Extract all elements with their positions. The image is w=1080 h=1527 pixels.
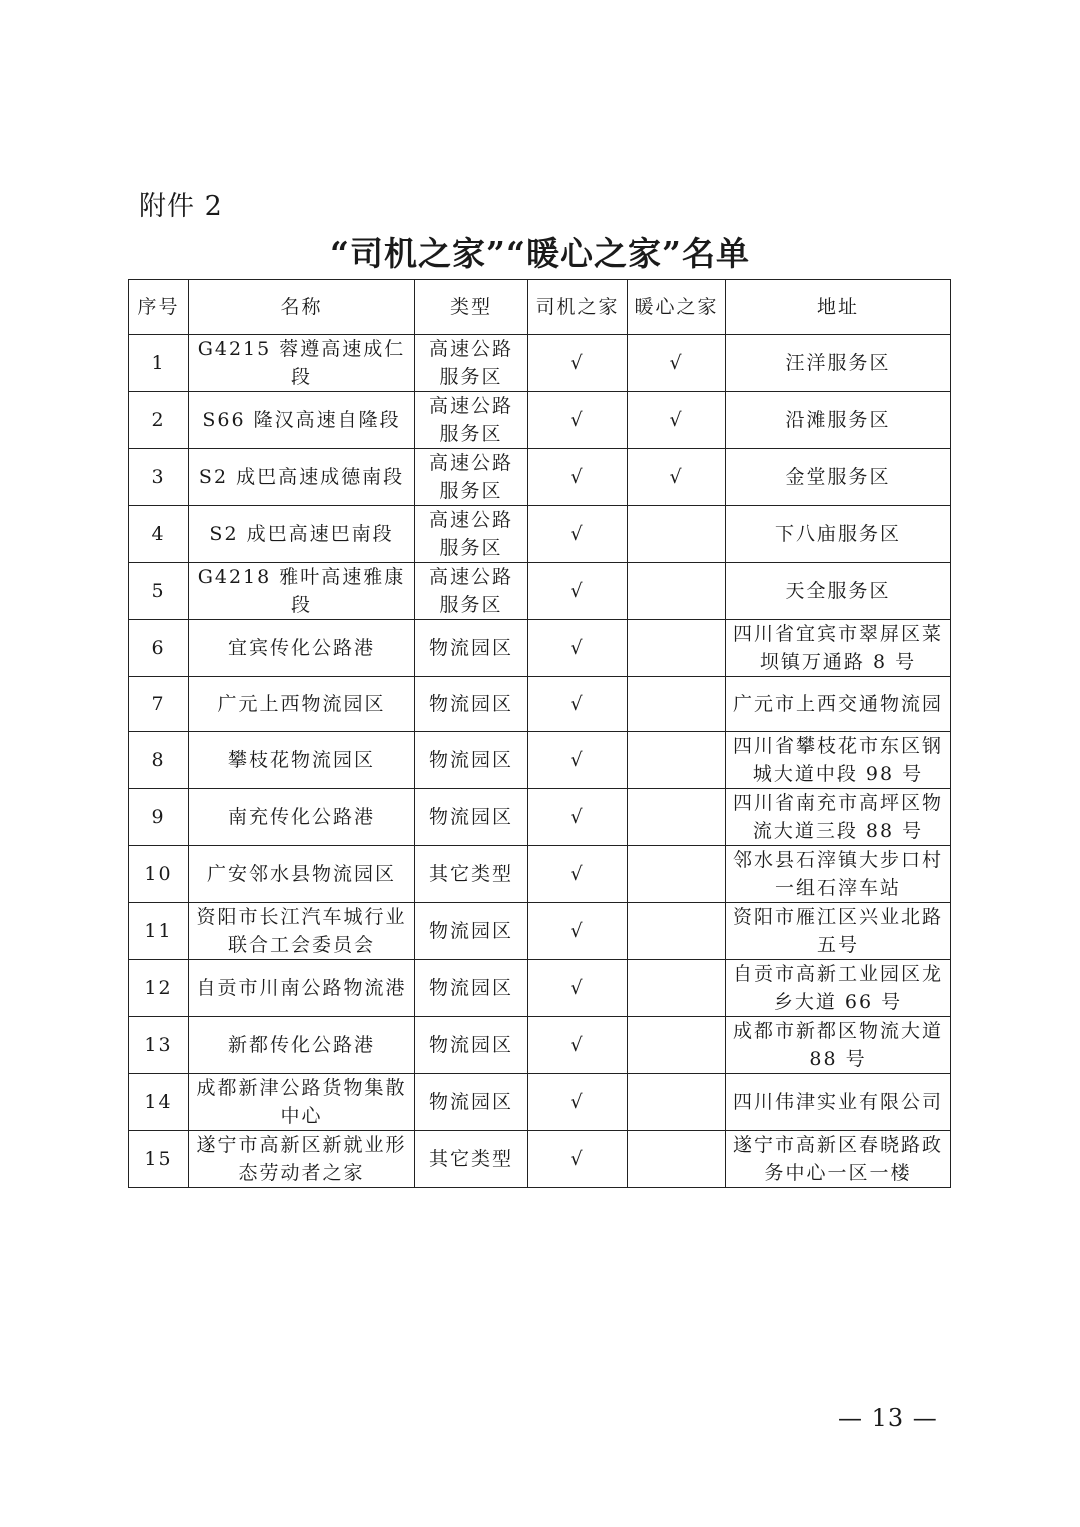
cell-type: 高速公路服务区 (415, 506, 528, 563)
cell-index: 13 (129, 1017, 189, 1074)
attachment-label: 附件 2 (139, 191, 223, 222)
cell-address: 汪洋服务区 (726, 335, 951, 392)
header-address: 地址 (726, 280, 951, 335)
cell-name: 攀枝花物流园区 (189, 732, 415, 789)
cell-index: 14 (129, 1074, 189, 1131)
cell-index: 1 (129, 335, 189, 392)
table-row (129, 732, 951, 789)
cell-name: 自贡市川南公路物流港 (189, 960, 415, 1017)
cell-driver-home: √ (528, 960, 628, 1017)
cell-warm-home (628, 732, 726, 789)
cell-name: 遂宁市高新区新就业形态劳动者之家 (189, 1131, 415, 1188)
cell-warm-home (628, 506, 726, 563)
cell-type: 高速公路服务区 (415, 392, 528, 449)
cell-index: 3 (129, 449, 189, 506)
cell-name: 成都新津公路货物集散中心 (189, 1074, 415, 1131)
cell-driver-home: √ (528, 392, 628, 449)
cell-warm-home (628, 563, 726, 620)
table-row (129, 677, 951, 732)
cell-warm-home: √ (628, 392, 726, 449)
table-row (129, 903, 951, 960)
cell-driver-home: √ (528, 1131, 628, 1188)
table-row (129, 1074, 951, 1131)
cell-type: 其它类型 (415, 846, 528, 903)
roster-table (128, 279, 951, 1188)
cell-type: 高速公路服务区 (415, 449, 528, 506)
cell-index: 12 (129, 960, 189, 1017)
cell-index: 15 (129, 1131, 189, 1188)
cell-address: 广元市上西交通物流园 (726, 677, 951, 732)
cell-name: G4215 蓉遵高速成仁段 (189, 335, 415, 392)
cell-driver-home: √ (528, 903, 628, 960)
cell-index: 4 (129, 506, 189, 563)
cell-name: 资阳市长江汽车城行业联合工会委员会 (189, 903, 415, 960)
cell-address: 邻水县石滓镇大步口村一组石滓车站 (726, 846, 951, 903)
cell-address: 成都市新都区物流大道 88 号 (726, 1017, 951, 1074)
cell-name: S2 成巴高速成德南段 (189, 449, 415, 506)
cell-type: 其它类型 (415, 1131, 528, 1188)
cell-index: 8 (129, 732, 189, 789)
cell-type: 高速公路服务区 (415, 563, 528, 620)
cell-warm-home (628, 1074, 726, 1131)
cell-driver-home: √ (528, 677, 628, 732)
cell-warm-home (628, 1017, 726, 1074)
cell-index: 5 (129, 563, 189, 620)
cell-address: 下八庙服务区 (726, 506, 951, 563)
cell-name: 南充传化公路港 (189, 789, 415, 846)
cell-name: 广安邻水县物流园区 (189, 846, 415, 903)
cell-type: 高速公路服务区 (415, 335, 528, 392)
header-driver-home: 司机之家 (528, 280, 628, 335)
cell-warm-home (628, 677, 726, 732)
page-number: — 13 — (838, 1404, 938, 1432)
cell-warm-home (628, 1131, 726, 1188)
cell-address: 四川省宜宾市翠屏区菜坝镇万通路 8 号 (726, 620, 951, 677)
cell-type: 物流园区 (415, 1017, 528, 1074)
cell-warm-home: √ (628, 449, 726, 506)
table-row (129, 335, 951, 392)
cell-address: 四川省南充市高坪区物流大道三段 88 号 (726, 789, 951, 846)
cell-name: S2 成巴高速巴南段 (189, 506, 415, 563)
cell-driver-home: √ (528, 563, 628, 620)
cell-index: 2 (129, 392, 189, 449)
table-row (129, 846, 951, 903)
cell-index: 10 (129, 846, 189, 903)
table-row (129, 1131, 951, 1188)
cell-index: 6 (129, 620, 189, 677)
cell-driver-home: √ (528, 506, 628, 563)
cell-type: 物流园区 (415, 1074, 528, 1131)
cell-address: 四川伟津实业有限公司 (726, 1074, 951, 1131)
header-type: 类型 (415, 280, 528, 335)
cell-warm-home: √ (628, 335, 726, 392)
cell-warm-home (628, 903, 726, 960)
cell-type: 物流园区 (415, 960, 528, 1017)
header-index: 序号 (129, 280, 189, 335)
cell-name: S66 隆汉高速自隆段 (189, 392, 415, 449)
cell-name: 新都传化公路港 (189, 1017, 415, 1074)
cell-address: 资阳市雁江区兴业北路五号 (726, 903, 951, 960)
cell-address: 沿滩服务区 (726, 392, 951, 449)
document-title: “司机之家”“暖心之家”名单 (330, 234, 750, 273)
table-row (129, 449, 951, 506)
cell-type: 物流园区 (415, 620, 528, 677)
cell-warm-home (628, 846, 726, 903)
cell-driver-home: √ (528, 449, 628, 506)
table-row (129, 620, 951, 677)
table-row (129, 506, 951, 563)
cell-type: 物流园区 (415, 903, 528, 960)
cell-address: 遂宁市高新区春晓路政务中心一区一楼 (726, 1131, 951, 1188)
cell-type: 物流园区 (415, 732, 528, 789)
header-name: 名称 (189, 280, 415, 335)
cell-type: 物流园区 (415, 789, 528, 846)
table-row (129, 392, 951, 449)
cell-address: 金堂服务区 (726, 449, 951, 506)
cell-name: G4218 雅叶高速雅康段 (189, 563, 415, 620)
cell-driver-home: √ (528, 1074, 628, 1131)
table-header-row (129, 280, 951, 335)
cell-driver-home: √ (528, 846, 628, 903)
cell-type: 物流园区 (415, 677, 528, 732)
cell-name: 广元上西物流园区 (189, 677, 415, 732)
cell-warm-home (628, 789, 726, 846)
cell-driver-home: √ (528, 335, 628, 392)
cell-index: 7 (129, 677, 189, 732)
table-row (129, 1017, 951, 1074)
cell-name: 宜宾传化公路港 (189, 620, 415, 677)
cell-driver-home: √ (528, 620, 628, 677)
cell-driver-home: √ (528, 732, 628, 789)
cell-warm-home (628, 620, 726, 677)
cell-index: 9 (129, 789, 189, 846)
table-row (129, 563, 951, 620)
cell-address: 自贡市高新工业园区龙乡大道 66 号 (726, 960, 951, 1017)
cell-index: 11 (129, 903, 189, 960)
cell-warm-home (628, 960, 726, 1017)
cell-address: 四川省攀枝花市东区钢城大道中段 98 号 (726, 732, 951, 789)
cell-driver-home: √ (528, 1017, 628, 1074)
table-row (129, 960, 951, 1017)
cell-address: 天全服务区 (726, 563, 951, 620)
cell-driver-home: √ (528, 789, 628, 846)
header-warm-home: 暖心之家 (628, 280, 726, 335)
table-row (129, 789, 951, 846)
